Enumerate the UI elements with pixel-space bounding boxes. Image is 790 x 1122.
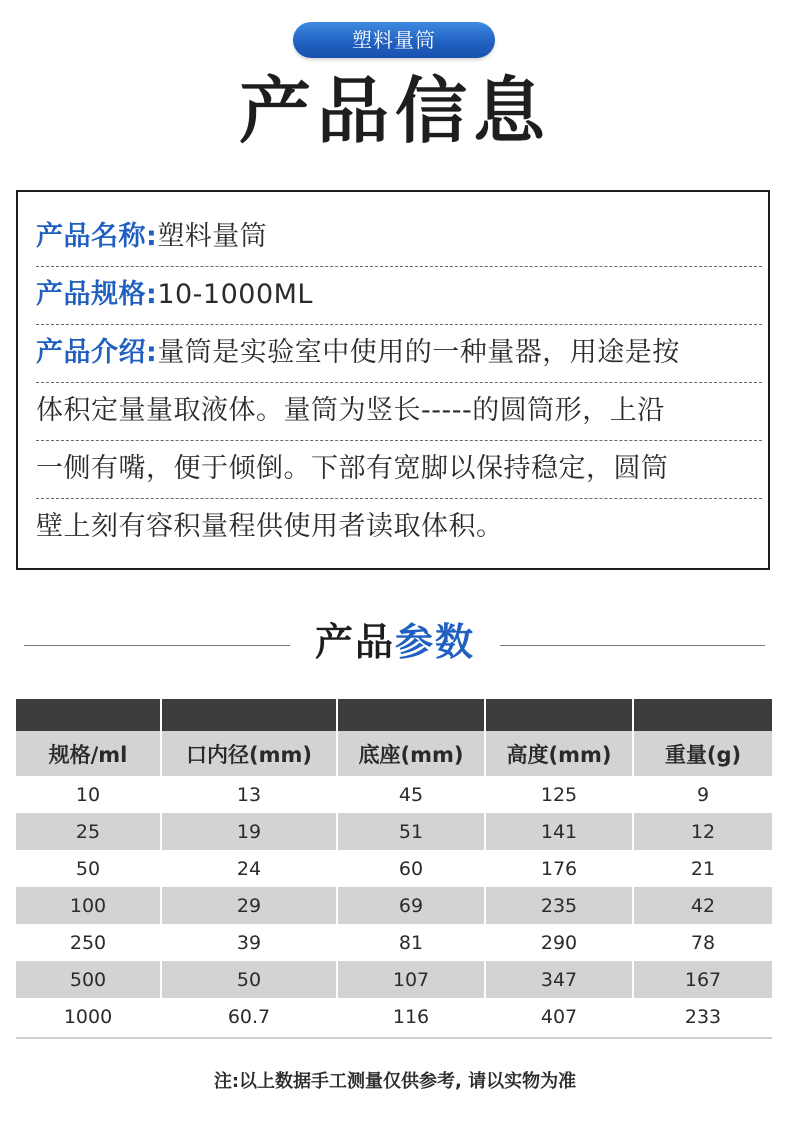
product-intro-line: 体积定量量取液体。量筒为竖长-----的圆筒形，上沿 (36, 382, 762, 441)
table-cell: 1000 (16, 998, 162, 1035)
table-cell: 13 (162, 776, 338, 813)
table-cell: 290 (486, 924, 634, 961)
table-cell: 45 (338, 776, 486, 813)
table-cell: 24 (162, 850, 338, 887)
table-row (16, 961, 772, 998)
product-intro-label: 产品介绍: (36, 337, 158, 368)
table-cell: 42 (634, 887, 772, 924)
table-bottom-rule (16, 1037, 772, 1039)
table-row (16, 887, 772, 924)
table-cell: 51 (338, 813, 486, 850)
table-cell: 9 (696, 783, 710, 806)
product-spec-label: 产品规格: (36, 279, 158, 310)
table-cell: 39 (162, 924, 338, 961)
table-header-cell: 高度(mm) (486, 731, 634, 776)
table-cell: 69 (338, 887, 486, 924)
table-cell: 12 (634, 813, 772, 850)
section-title (0, 614, 790, 670)
table-header-cell: 底座(mm) (338, 731, 486, 776)
table-header-cell: 重量(g) (634, 731, 772, 776)
table-cell: 25 (16, 813, 162, 850)
table-row (16, 924, 772, 961)
footnote: 注:以上数据手工测量仅供参考, 请以实物为准 (213, 1071, 577, 1092)
table-cell: 250 (16, 924, 162, 961)
table-cell: 167 (634, 961, 772, 998)
product-intro-line: 量筒是实验室中使用的一种量器，用途是按 (157, 337, 680, 368)
product-intro-line: 壁上刻有容积量程供使用者读取体积。 (36, 511, 504, 542)
table-cell: 10 (16, 776, 162, 813)
table-cell: 60.7 (162, 998, 338, 1035)
table-header-cell: 规格/ml (16, 731, 162, 776)
table-top-bar (16, 699, 772, 731)
table-cell: 233 (684, 1005, 722, 1028)
table-cell: 100 (16, 887, 162, 924)
section-title-part2: 参数 (395, 620, 476, 664)
product-badge: 塑料量筒 (293, 22, 495, 58)
section-title-part1: 产品 (314, 620, 395, 664)
params-table (16, 699, 772, 1039)
table-cell: 125 (486, 776, 634, 813)
table-cell: 78 (690, 931, 716, 954)
table-cell: 407 (486, 998, 634, 1035)
table-header-cell: 口内径(mm) (162, 731, 338, 776)
table-cell: 107 (338, 961, 486, 998)
table-cell: 176 (486, 850, 634, 887)
table-cell: 29 (162, 887, 338, 924)
table-header-row (16, 731, 772, 776)
product-intro-line: 一侧有嘴，便于倾倒。下部有宽脚以保持稳定，圆筒 (36, 440, 762, 499)
table-row (16, 850, 772, 887)
product-name-row (36, 208, 762, 267)
table-row (16, 776, 772, 813)
table-row (16, 813, 772, 850)
table-cell: 500 (16, 961, 162, 998)
product-spec-row (36, 266, 762, 325)
product-name-label: 产品名称: (36, 221, 158, 252)
product-name-value: 塑料量筒 (157, 221, 268, 252)
table-cell: 60 (338, 850, 486, 887)
table-row (16, 998, 772, 1035)
table-cell: 347 (486, 961, 634, 998)
product-spec-value: 10-1000ML (157, 279, 313, 310)
product-info-box (16, 190, 770, 570)
table-cell: 141 (486, 813, 634, 850)
table-cell: 19 (162, 813, 338, 850)
table-cell: 50 (16, 850, 162, 887)
table-cell: 81 (338, 924, 486, 961)
table-body (16, 776, 772, 1035)
page-title: 产品信息 (238, 69, 551, 153)
product-intro-row (36, 324, 762, 383)
table-cell: 116 (338, 998, 486, 1035)
table-cell: 50 (162, 961, 338, 998)
table-cell: 21 (690, 857, 716, 880)
table-cell: 235 (486, 887, 634, 924)
